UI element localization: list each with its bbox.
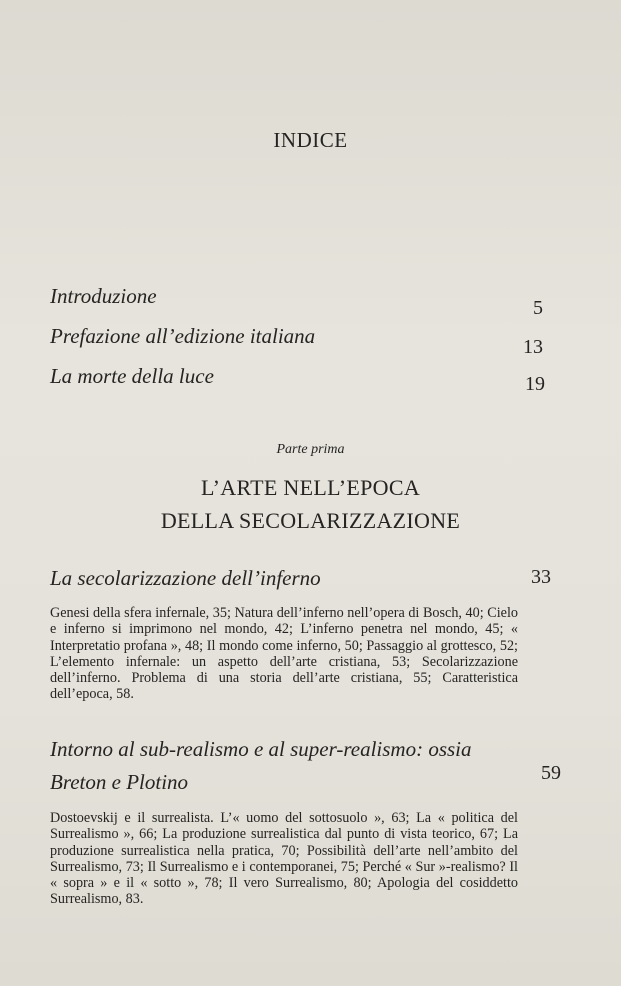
part-title: DELLA SECOLARIZZAZIONE: [160, 508, 461, 533]
chapter-page: 59: [541, 762, 561, 784]
part-title: L’ARTE NELL’EPOCA: [200, 475, 421, 500]
toc-entry-page: 13: [523, 336, 543, 358]
chapter-summary: Dostoevskij e il surrealista. L’« uomo del sottosuolo », 63; La « politica del Surrealismo », 66; La produzione surrealistica dal punto di vista teorico, 67; La produzione surrealistica nella pratica, 70; Possibilità dell’arte nell’ambito del Surrealismo, 73; Il Surrealismo e i contemporanei, 75; Perché « Sur »-realismo? Il « sopra » e il « sotto », 78; Il vero Surrealismo, 80; Apologia del cosiddetto Surrealismo, 83.: [50, 810, 518, 908]
toc-entry-title: Prefazione all’edizione italiana: [50, 324, 316, 348]
chapter-title: Breton e Plotino: [50, 770, 189, 794]
toc-entry-title: La morte della luce: [50, 364, 214, 388]
toc-entry-page: 19: [525, 373, 545, 395]
toc-entry-page: 5: [533, 297, 543, 319]
chapter-title: La secolarizzazione dell’inferno: [50, 566, 321, 590]
page-title: INDICE: [273, 128, 348, 152]
chapter-page: 33: [531, 566, 551, 588]
part-label: Parte prima: [276, 442, 345, 457]
chapter-summary: Genesi della sfera infernale, 35; Natura dell’inferno nell’opera di Bosch, 40; Cielo e inferno si imprimono nel mondo, 42; L’inferno penetra nel mondo, 45; « Interpretatio profana », 48; Il mondo come inferno, 50; Passaggio al grottesco, 52; L’elemento infernale: un aspetto dell’arte cristiana, 53; Secolarizzazione dell’inferno. Problema di una storia dell’arte cristiana, 55; Caratteristica dell’epoca, 58.: [50, 605, 518, 703]
toc-entry-title: Introduzione: [50, 284, 157, 308]
chapter-title: Intorno al sub-realismo e al super-realismo: ossia: [50, 737, 472, 761]
